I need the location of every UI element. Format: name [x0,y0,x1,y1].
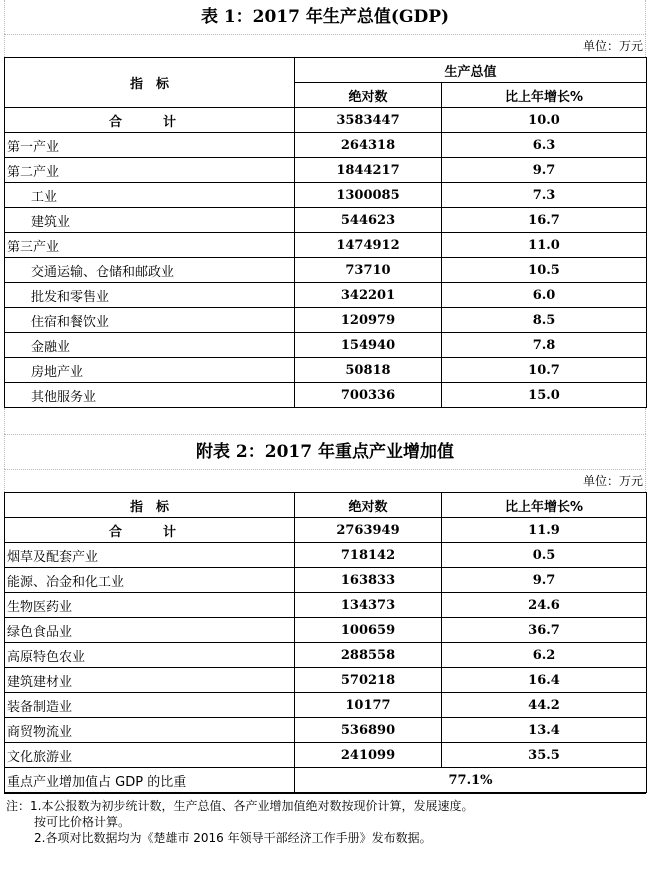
table2-title: 附表 2：2017 年重点产业增加值 [4,434,646,469]
row-name: 工业 [5,183,295,208]
row-growth: 11.9 [442,518,647,543]
row-value: 1844217 [295,158,442,183]
table-row [5,643,647,668]
key-industry-table [4,492,647,793]
table-row [5,383,647,408]
row-value: 1300085 [295,183,442,208]
table-row [5,718,647,743]
row-value: 163833 [295,568,442,593]
row-growth: 6.0 [442,283,647,308]
footnote-2: 2.各项对比数据均为《楚雄市 2016 年领导干部经济工作手册》发布数据。 [34,831,432,845]
row-name: 房地产业 [5,358,295,383]
table-row [5,158,647,183]
row-name: 高原特色农业 [5,643,295,668]
header-growth: 比上年增长% [442,83,647,108]
header-absolute: 绝对数 [295,83,442,108]
table2-unit: 单位：万元 [4,469,646,492]
table-row [5,593,647,618]
row-value: 3583447 [295,108,442,133]
gdp-table-body [5,108,647,408]
row-name: 文化旅游业 [5,743,295,768]
table-row [5,283,647,308]
table-row [5,308,647,333]
row-growth: 6.3 [442,133,647,158]
row-value: 100659 [295,618,442,643]
ratio-value: 77.1% [295,768,647,793]
table1-title: 表 1：2017 年生产总值(GDP) [4,0,646,34]
row-name: 第三产业 [5,233,295,258]
row-name: 合 计 [5,518,295,543]
row-value: 50818 [295,358,442,383]
row-growth: 7.3 [442,183,647,208]
row-value: 570218 [295,668,442,693]
row-growth: 6.2 [442,643,647,668]
header-indicator-2: 指 标 [5,493,295,518]
row-value: 120979 [295,308,442,333]
row-value: 134373 [295,593,442,618]
table-row [5,258,647,283]
header-indicator: 指 标 [5,58,295,108]
row-name: 烟草及配套产业 [5,543,295,568]
table-row [5,358,647,383]
row-name: 住宿和餐饮业 [5,308,295,333]
row-name: 合 计 [5,108,295,133]
row-name: 第一产业 [5,133,295,158]
row-name: 绿色食品业 [5,618,295,643]
footnote-1-cont: 按可比价格计算。 [34,815,131,829]
row-value: 342201 [295,283,442,308]
row-name: 第二产业 [5,158,295,183]
row-value: 241099 [295,743,442,768]
row-name: 金融业 [5,333,295,358]
table-row [5,233,647,258]
footnotes [4,793,646,846]
table-row [5,543,647,568]
header-growth-2: 比上年增长% [442,493,647,518]
row-name: 建筑业 [5,208,295,233]
row-name: 能源、冶金和化工业 [5,568,295,593]
table-row [5,518,647,543]
row-value: 73710 [295,258,442,283]
row-value: 10177 [295,693,442,718]
report-page [4,0,646,846]
row-name: 商贸物流业 [5,718,295,743]
row-name: 批发和零售业 [5,283,295,308]
row-growth: 35.5 [442,743,647,768]
row-growth: 10.5 [442,258,647,283]
table-row [5,108,647,133]
row-name: 装备制造业 [5,693,295,718]
table-row [5,668,647,693]
row-growth: 0.5 [442,543,647,568]
row-growth: 8.5 [442,308,647,333]
row-value: 288558 [295,643,442,668]
row-growth: 44.2 [442,693,647,718]
table-row [5,743,647,768]
row-name: 其他服务业 [5,383,295,408]
row-growth: 13.4 [442,718,647,743]
table-row [5,568,647,593]
row-growth: 10.0 [442,108,647,133]
header-group-gdp: 生产总值 [295,58,647,83]
table-row [5,333,647,358]
footnote-1: 注：1.本公报数为初步统计数，生产总值、各产业增加值绝对数按现价计算，发展速度。 [6,799,474,813]
key-industry-table-body [5,518,647,768]
table-spacer [4,408,646,434]
table-row [5,208,647,233]
row-growth: 15.0 [442,383,647,408]
table1-unit: 单位：万元 [4,34,646,57]
table-row [5,133,647,158]
row-growth: 36.7 [442,618,647,643]
row-name: 交通运输、仓储和邮政业 [5,258,295,283]
row-value: 264318 [295,133,442,158]
row-value: 154940 [295,333,442,358]
row-growth: 16.7 [442,208,647,233]
row-growth: 11.0 [442,233,647,258]
row-value: 1474912 [295,233,442,258]
table-row [5,693,647,718]
row-growth: 7.8 [442,333,647,358]
ratio-label: 重点产业增加值占 GDP 的比重 [5,768,295,793]
table-row [5,618,647,643]
row-name: 生物医药业 [5,593,295,618]
row-growth: 24.6 [442,593,647,618]
row-value: 700336 [295,383,442,408]
table-row [5,183,647,208]
row-value: 544623 [295,208,442,233]
row-growth: 16.4 [442,668,647,693]
row-value: 718142 [295,543,442,568]
row-growth: 9.7 [442,158,647,183]
row-value: 2763949 [295,518,442,543]
row-value: 536890 [295,718,442,743]
gdp-table [4,57,647,408]
row-name: 建筑建材业 [5,668,295,693]
row-growth: 9.7 [442,568,647,593]
header-absolute-2: 绝对数 [295,493,442,518]
row-growth: 10.7 [442,358,647,383]
